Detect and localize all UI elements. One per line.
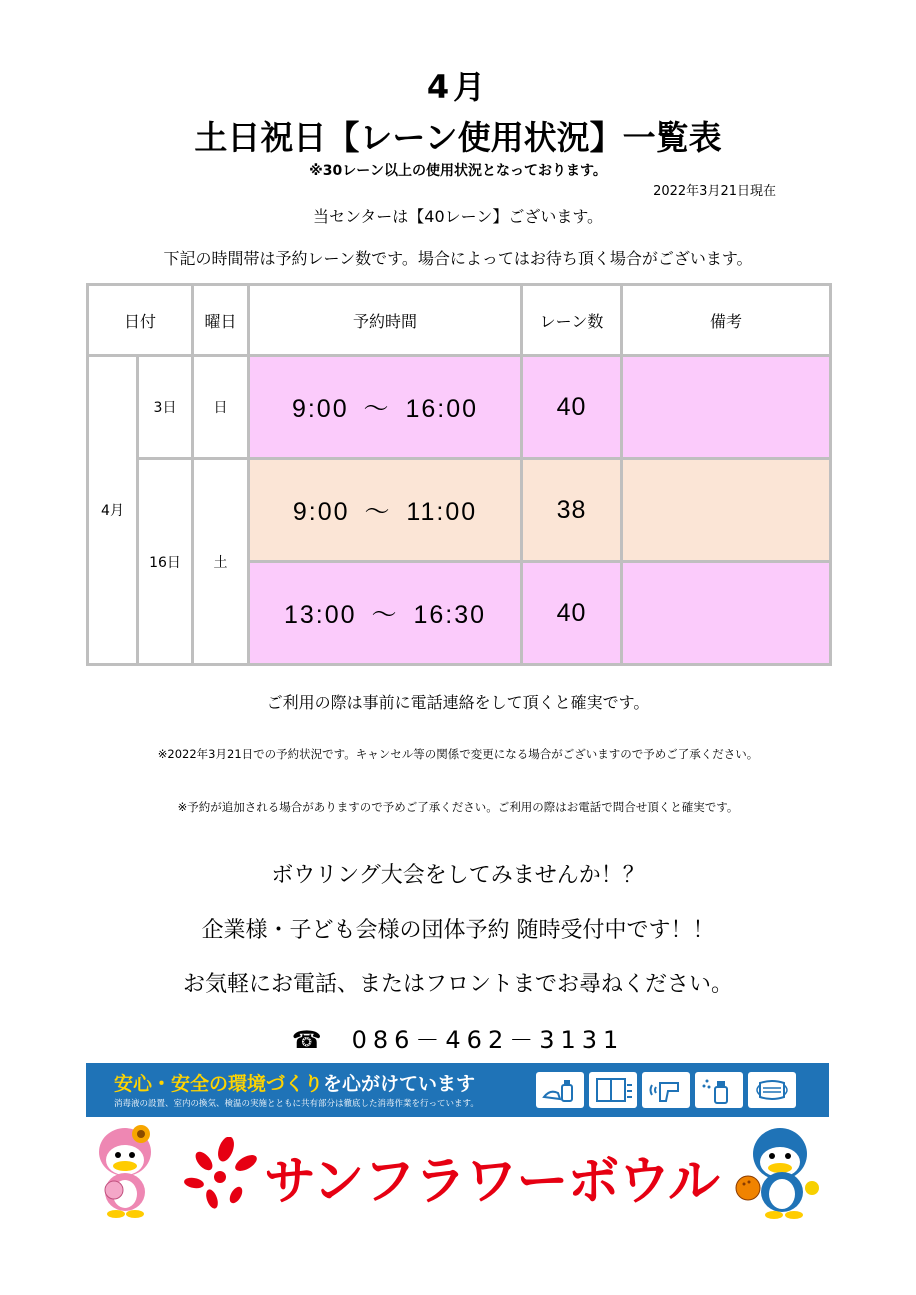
table-row <box>88 356 831 459</box>
sunflower-mascot-left <box>92 1122 162 1224</box>
day-cell: 16日 <box>138 459 193 665</box>
intro-text: 下記の時間帯は予約レーン数です。場合によってはお待ち頂く場合がございます。 <box>163 249 753 268</box>
note-cell <box>622 459 831 562</box>
promo-line-3: お気軽にお電話、またはフロントまでお尋ねください。 <box>182 972 733 997</box>
lanes-cell: 38 <box>522 459 622 562</box>
lanes-cell: 40 <box>522 562 622 665</box>
header-time: 予約時間 <box>249 285 522 356</box>
banner-title <box>114 1069 475 1096</box>
sunflower-bowl-logo <box>182 1135 719 1215</box>
lanes-note: 当センターは【40レーン】ございます。 <box>312 207 604 226</box>
banner-title-highlight: 安心・安全の環境づくり <box>114 1073 324 1095</box>
banner-subtitle: 消毒液の設置、室内の換気、検温の実施とともに共有部分は徹底した消毒作業を行っています。 <box>114 1099 479 1109</box>
telephone-icon: ☎ <box>291 1026 322 1054</box>
thermometer-icon <box>642 1072 690 1108</box>
lanes-cell: 40 <box>522 356 622 459</box>
logo-text: サンフラワーボウル <box>264 1152 719 1212</box>
safety-banner <box>86 1063 829 1117</box>
page-title: 土日祝日【レーン使用状況】一覧表 <box>194 118 722 157</box>
face-mask-icon <box>748 1072 796 1108</box>
phone-number[interactable]: 086－462－3131 <box>351 1026 625 1054</box>
table-row <box>88 459 831 562</box>
header-date: 日付 <box>88 285 193 356</box>
window-ventilation-icon <box>589 1072 637 1108</box>
lane-schedule-table <box>86 283 832 666</box>
time-cell: 9:00 ～ 16:00 <box>249 356 522 459</box>
promo-line-2: 企業様・子ども会様の団体予約 随時受付中です！！ <box>201 918 715 943</box>
promo-line-1: ボウリング大会をしてみませんか！？ <box>271 863 645 888</box>
disinfectant-spray-icon <box>695 1072 743 1108</box>
subtitle: ※30レーン以上の使用状況となっております。 <box>309 163 607 179</box>
hand-sanitizer-icon <box>536 1072 584 1108</box>
weekday-cell: 土 <box>193 459 249 665</box>
time-cell: 9:00 ～ 11:00 <box>249 459 522 562</box>
banner-title-rest: を心がけています <box>323 1073 476 1095</box>
as-of-date: 2022年3月21日現在 <box>653 184 776 199</box>
month-cell: 4月 <box>88 356 138 665</box>
time-cell: 13:00 ～ 16:30 <box>249 562 522 665</box>
fine-print-2: ※予約が追加される場合がありますので予めご了承ください。ご利用の際はお電話で問合せ頂くと確実です。 <box>177 800 739 814</box>
phone-line <box>0 1020 916 1055</box>
fine-print-1: ※2022年3月21日での予約状況です。キャンセル等の関係で変更になる場合がございますので予めご了承ください。 <box>157 747 759 761</box>
weekday-cell: 日 <box>193 356 249 459</box>
note-cell <box>622 356 831 459</box>
contact-advice: ご利用の際は事前に電話連絡をして頂くと確実です。 <box>266 693 650 712</box>
sunflower-logo-icon <box>182 1137 260 1213</box>
month-title: 4月 <box>426 68 490 106</box>
penguin-mascot-right <box>734 1122 824 1224</box>
header-weekday: 曜日 <box>193 285 249 356</box>
header-lanes: レーン数 <box>522 285 622 356</box>
note-cell <box>622 562 831 665</box>
header-notes: 備考 <box>622 285 831 356</box>
table-header-row <box>88 285 831 356</box>
day-cell: 3日 <box>138 356 193 459</box>
